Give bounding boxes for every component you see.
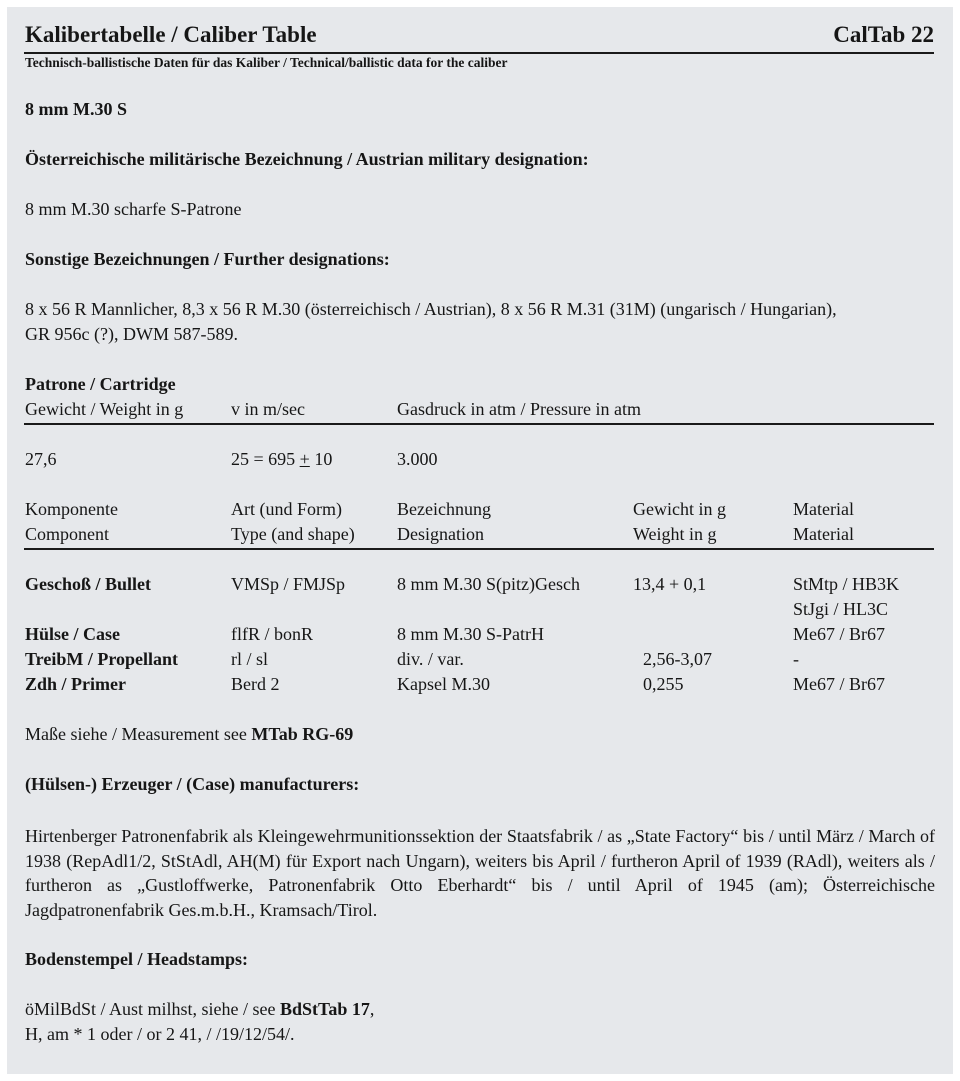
measurement-table-ref: MTab RG-69 xyxy=(251,724,354,744)
component-col-de: Komponente xyxy=(25,499,118,519)
cartridge-velocity-value xyxy=(231,449,332,470)
headstamps-table-ref: BdStTab 17 xyxy=(280,999,370,1019)
document-title: Kalibertabelle / Caliber Table xyxy=(25,22,317,47)
table-cell-material: StJgi / HL3C xyxy=(793,599,889,619)
component-bullet: Geschoß / Bullet xyxy=(25,574,152,594)
austrian-designation-value: 8 mm M.30 scharfe S-Patrone xyxy=(25,199,242,219)
further-designations-heading: Sonstige Bezeichnungen / Further designations: xyxy=(25,249,390,269)
measurement-reference xyxy=(25,724,353,745)
table-cell-designation: 8 mm M.30 S(pitz)Gesch xyxy=(397,574,580,594)
type-col-de: Art (und Form) xyxy=(231,499,342,519)
component-case: Hülse / Case xyxy=(25,624,121,644)
further-designations-line: GR 956c (?), DWM 587-589. xyxy=(25,324,238,344)
table-cell-material: - xyxy=(793,649,799,669)
cartridge-divider xyxy=(24,423,934,425)
table-cell-type: flfR / bonR xyxy=(231,624,314,644)
table-cell-designation: Kapsel M.30 xyxy=(397,674,490,694)
component-propellant: TreibM / Propellant xyxy=(25,649,178,669)
table-cell-weight: 13,4 + 0,1 xyxy=(633,574,707,594)
table-cell-type: rl / sl xyxy=(231,649,269,669)
component-primer: Zdh / Primer xyxy=(25,674,126,694)
table-id: CalTab 22 xyxy=(833,22,934,47)
material-col-en: Material xyxy=(793,524,854,544)
table-cell-material: Me67 / Br67 xyxy=(793,674,885,694)
designation-col-de: Bezeichnung xyxy=(397,499,491,519)
cartridge-col-velocity: v in m/sec xyxy=(231,399,305,419)
cartridge-col-weight: Gewicht / Weight in g xyxy=(25,399,184,419)
table-cell-weight: 2,56-3,07 xyxy=(643,649,712,669)
cartridge-weight-value: 27,6 xyxy=(25,449,57,469)
headstamps-line xyxy=(25,999,374,1020)
material-col-de: Material xyxy=(793,499,854,519)
component-col-en: Component xyxy=(25,524,109,544)
components-divider xyxy=(24,548,934,550)
cartridge-col-pressure: Gasdruck in atm / Pressure in atm xyxy=(397,399,641,419)
document-subtitle: Technisch-ballistische Daten für das Kaliber / Technical/ballistic data for the caliber xyxy=(25,55,508,70)
table-cell-designation: div. / var. xyxy=(397,649,464,669)
headstamps-punct: , xyxy=(369,999,375,1019)
table-cell-type: VMSp / FMJSp xyxy=(231,574,346,594)
weight-col-en: Weight in g xyxy=(633,524,717,544)
manufacturers-text: Hirtenberger Patronenfabrik als Kleingewehrmunitionssektion der Staatsfabrik / as „State Factory“ bis / until März / March of 1938 (RepAdl1/2, StStAdl, AH(M) für Export nach Ungarn), weiters bis April / furtheron April of 1939 (RAdl), weiters als / furtheron as „Gustloffwerke, Patronenfabrik Otto Eberhardt“ bis / until April of 1945 (am); Österreichische Jagdpatronenfabrik Ges.m.b.H., Kramsach/Tirol. xyxy=(25,826,935,920)
headstamps-heading: Bodenstempel / Headstamps: xyxy=(25,949,249,969)
table-cell-material: Me67 / Br67 xyxy=(793,624,885,644)
caliber-name: 8 mm M.30 S xyxy=(25,99,127,119)
velocity-value: 25 = 695 xyxy=(231,449,300,469)
manufacturers-heading: (Hülsen-) Erzeuger / (Case) manufacturers: xyxy=(25,774,360,794)
header-divider xyxy=(24,52,934,54)
table-cell-designation: 8 mm M.30 S-PatrH xyxy=(397,624,545,644)
table-cell-weight: 0,255 xyxy=(643,674,684,694)
headstamps-line: H, am * 1 oder / or 2 41, / /19/12/54/. xyxy=(25,1024,295,1044)
further-designations-line: 8 x 56 R Mannlicher, 8,3 x 56 R M.30 (österreichisch / Austrian), 8 x 56 R M.31 (31M) (ungarisch / Hungarian), xyxy=(25,299,837,319)
cartridge-pressure-value: 3.000 xyxy=(397,449,438,469)
designation-col-en: Designation xyxy=(397,524,484,544)
measurement-text: Maße siehe / Measurement see xyxy=(25,724,252,744)
table-cell-material: StMtp / HB3K xyxy=(793,574,900,594)
type-col-en: Type (and shape) xyxy=(231,524,355,544)
plus-minus-sign: + xyxy=(299,449,310,469)
austrian-designation-heading: Österreichische militärische Bezeichnung / Austrian military designation: xyxy=(25,149,589,169)
weight-col-de: Gewicht in g xyxy=(633,499,726,519)
velocity-tolerance: 10 xyxy=(309,449,333,469)
cartridge-heading: Patrone / Cartridge xyxy=(25,374,176,394)
table-cell-type: Berd 2 xyxy=(231,674,280,694)
headstamps-text: öMilBdSt / Aust milhst, siehe / see xyxy=(25,999,281,1019)
